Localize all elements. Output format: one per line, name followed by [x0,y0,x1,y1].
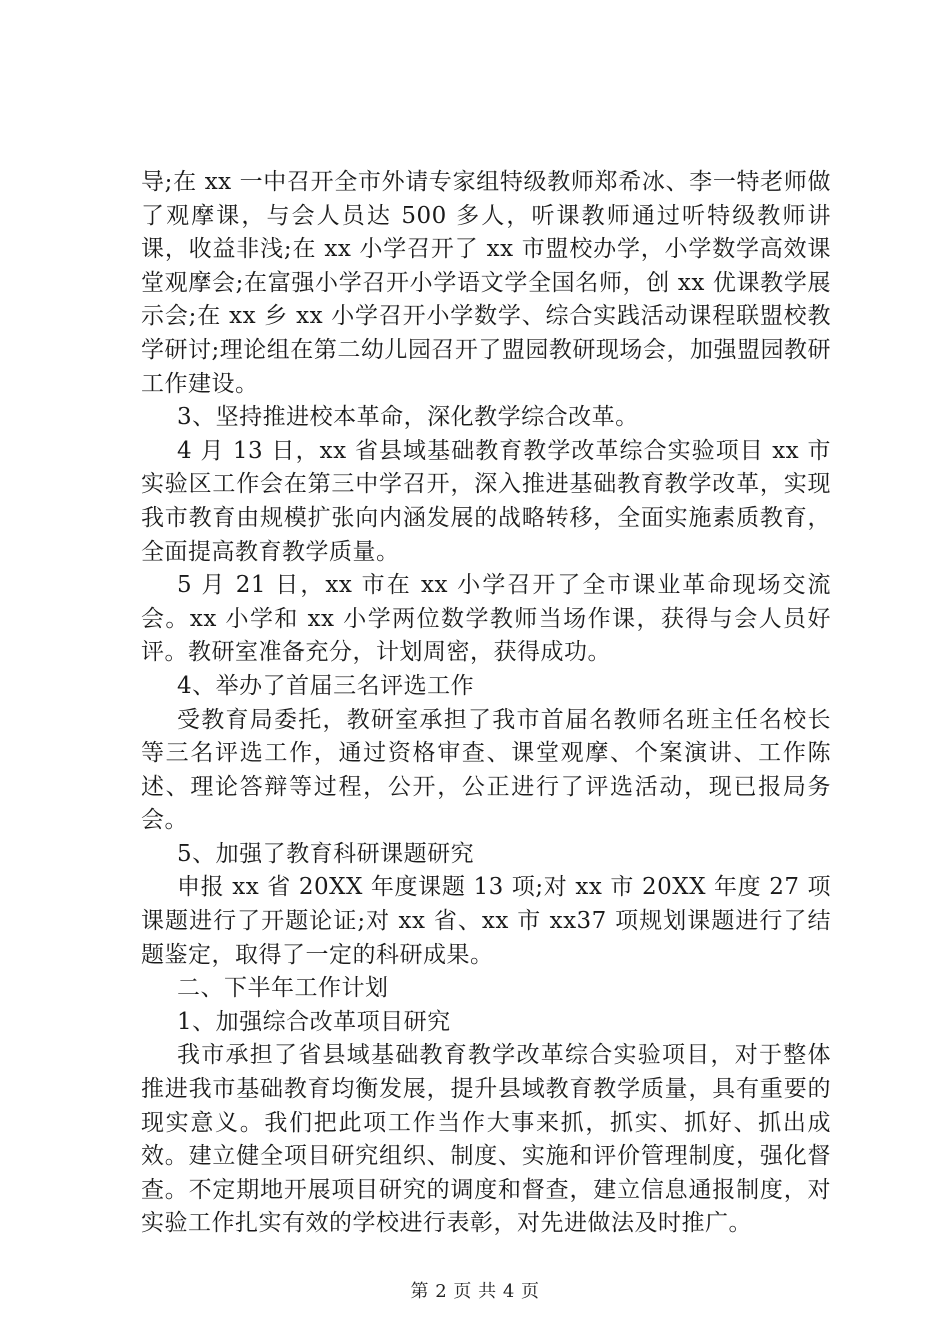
paragraph-may-meeting: 5 月 21 日，xx 市在 xx 小学召开了全市课业革命现场交流会。xx 小学和 xx 小学两位数学教师当场作课，获得与会人员好评。教研室准备充分，计划周密，获得成功。 [141,572,831,666]
section-heading-5: 5、加强了教育科研课题研究 [177,840,475,867]
page-footer: 第 2 页 共 4 页 [410,1281,540,1302]
section-heading-plan: 二、下半年工作计划 [177,975,389,1002]
section-heading-3: 3、坚持推进校本革命，深化教学综合改革。 [177,404,639,431]
paragraph-research-topics: 申报 xx 省 20XX 年度课题 13 项;对 xx 市 20XX 年度 27 项课题进行了开题论证;对 xx 省、xx 市 xx37 项规划课题进行了结题鉴定，取得了一定的科研成果。 [141,874,831,968]
section-heading-4: 4、举办了首届三名评选工作 [177,672,475,699]
paragraph-selection-work: 受教育局委托，教研室承担了我市首届名教师名班主任名校长等三名评选工作，通过资格审查、课堂观摩、个案演讲、工作陈述、理论答辩等过程，公开，公正进行了评选活动，现已报局务会。 [141,706,831,834]
subsection-heading-1: 1、加强综合改革项目研究 [177,1008,451,1035]
paragraph-reform-project: 我市承担了省县域基础教育教学改革综合实验项目，对于整体推进我市基础教育均衡发展，提升县域教育教学质量，具有重要的现实意义。我们把此项工作当作大事来抓，抓实、抓好、抓出成效。建立健全项目研究组织、制度、实施和评价管理制度，强化督查。不定期地开展项目研究的调度和督查，建立信息通报制度，对实验工作扎实有效的学校进行表彰，对先进做法及时推广。 [141,1042,831,1237]
document-body [141,166,831,1241]
paragraph-continuation: 导;在 xx 一中召开全市外请专家组特级教师郑希冰、李一特老师做了观摩课，与会人员达 500 多人，听课教师通过听特级教师讲课，收益非浅;在 xx 小学召开了 xx 市盟校办学，小学数学高效课堂观摩会;在富强小学召开小学语文学全国名师，创 xx 优课教学展示会;在 xx 乡 xx 小学召开小学数学、综合实践活动课程联盟校教学研讨;理论组在第二幼儿园召开了盟园教研现场会，加强盟园教研工作建设。 [141,169,831,397]
paragraph-april-meeting: 4 月 13 日，xx 省县域基础教育教学改革综合实验项目 xx 市实验区工作会在第三中学召开，深入推进基础教育教学改革，实现我市教育由规模扩张向内涵发展的战略转移，全面实施素质教育，全面提高教育教学质量。 [141,437,831,565]
